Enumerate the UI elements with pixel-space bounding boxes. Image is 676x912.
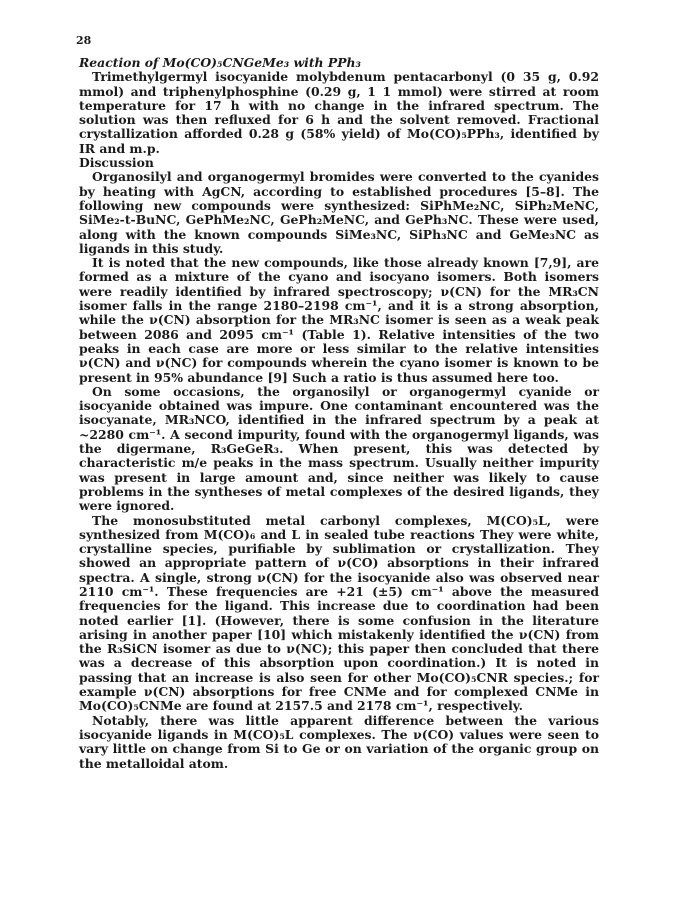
discussion-paragraph-5: Notably, there was little apparent difference between the various isocyanide ligands in M(CO)₅L complexes. The ν(CO) values were seen to vary little on change from Si to Ge or on variation of the organic group on the metalloidal atom. [79,712,599,771]
discussion-paragraph-3: On some occasions, the organosilyl or organogermyl cyanide or isocyanide obtained was impure. One contaminant encountered was the isocyanate, MR₃NCO, identified in the infrared spectrum by a peak at ~2280 cm⁻¹. A second impurity, found with the organogermyl ligands, was the digermane, R₃GeGeR₃. When present, this was detected by characteristic m/e peaks in the mass spectrum. Usually neither impurity was present in large amount and, since neither was likely to cause problems in the syntheses of metal complexes of the desired ligands, they were ignored. [79,383,599,514]
body-text [79,56,599,771]
section-title: Reaction of Mo(CO)₅CNGeMe₃ with PPh₃ [79,55,361,70]
discussion-paragraph-1: Organosilyl and organogermyl bromides were converted to the cyanides by heating with AgCN, according to established procedures [5–8]. The following new compounds were synthesized: SiPhMe₂NC, SiPh₂MeNC, SiMe₂-t-BuNC, GePhMe₂NC, GePh₂MeNC, and GePh₃NC. These were used, along with the known compounds SiMe₃NC, SiPh₃NC and GeMe₃NC as ligands in this study. [79,169,599,256]
discussion-paragraph-2: It is noted that the new compounds, like those already known [7,9], are formed as a mixture of the cyano and isocyano isomers. Both isomers were readily identified by infrared spectroscopy; ν(CN) for the MR₃CN isomer falls in the range 2180–2198 cm⁻¹, and it is a strong absorption, while the ν(CN) absorption for the MR₃NC isomer is seen as a weak peak between 2086 and 2095 cm⁻¹ (Table 1). Relative intensities of the two peaks in each case are more or less similar to the relative intensities ν(CN) and ν(NC) for compounds wherein the cyano isomer is known to be present in 95% abundance [9] Such a ratio is thus assumed here too. [79,255,599,385]
page-number: 28 [76,34,92,47]
discussion-heading: Discussion [79,155,154,171]
discussion-paragraph-4: The monosubstituted metal carbonyl complexes, M(CO)₅L, were synthesized from M(CO)₆ and L in sealed tube reactions They were white, crystalline species, purifiable by sublimation or crystallization. They showed an appropriate pattern of ν(CO) absorptions in their infrared spectra. A single, strong ν(CN) for the isocyanide also was observed near 2110 cm⁻¹. These frequencies are +21 (±5) cm⁻¹ above the measured frequencies for the ligand. This increase due to coordination had been noted earlier [1]. (However, there is some confusion in the literature arising in another paper [10] which mistakenly identified the ν(CN) from the R₃SiCN isomer as due to ν(NC); this paper then concluded that there was a decrease of this absorption upon coordination.) It is noted in passing that an increase is also seen for other Mo(CO)₅CNR species.; for example ν(CN) absorptions for free CNMe and for complexed CNMe in Mo(CO)₅CNMe are found at 2157.5 and 2178 cm⁻¹, respectively. [79,512,599,714]
experimental-paragraph: Trimethylgermyl isocyanide molybdenum pentacarbonyl (0 35 g, 0.92 mmol) and triphenylphosphine (0.29 g, 1 1 mmol) were stirred at room temperature for 17 h with no change in the infrared spectrum. The solution was then refluxed for 6 h and the solvent removed. Fractional crystallization afforded 0.28 g (58% yield) of Mo(CO)₅PPh₃, identified by IR and m.p. [79,69,599,156]
